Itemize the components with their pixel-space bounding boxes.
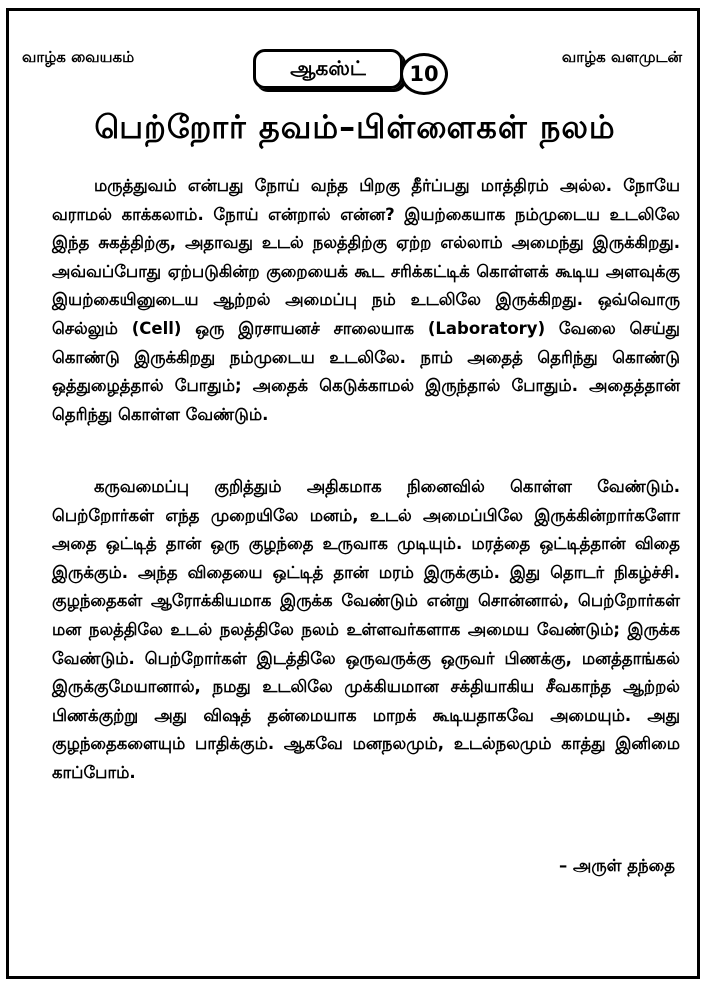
- paragraph-1: மருத்துவம் என்பது நோய் வந்த பிறகு தீர்ப்பது மாத்திரம் அல்ல. நோயே வராமல் காக்கலாம். நோய் என்றால் என்ன? இயற்கையாக நம்முடைய உடலிலே இந்த சுகத்திற்கு, அதாவது உடல் நலத்திற்கு ஏற்ற எல்லாம் அமைந்து இருக்கிறது. அவ்வப்போது ஏற்படுகின்ற குறையைக் கூட சரிக்கட்டிக் கொள்ளக் கூடிய அளவுக்கு இயற்கையினுடைய ஆற்றல் அமைப்பு நம் உடலிலே இருக்கிறது. ஒவ்வொரு செல்லும் (Cell) ஒரு இரசாயனச் சாலையாக (Laboratory) வேலை செய்து கொண்டு இருக்கிறது நம்முடைய உடலிலே. நாம் அதைத் தெரிந்து கொண்டு ஒத்துழைத்தால் போதும்; அதைக் கெடுக்காமல் இருந்தால் போதும். அதைத்தான் தெரிந்து கொள்ள வேண்டும்.: [52, 176, 680, 424]
- signature: – அருள் தந்தை: [559, 856, 675, 875]
- header-right-motto: வாழ்க வளமுடன்: [561, 48, 682, 66]
- page-title: பெற்றோர் தவம்–பிள்ளைகள் நலம்: [94, 108, 616, 146]
- day-number-badge: [400, 53, 448, 95]
- paragraph-2: கருவமைப்பு குறித்தும் அதிகமாக நினைவில் கொள்ள வேண்டும். பெற்றோர்கள் எந்த முறையிலே மனம், உடல் அமைப்பிலே இருக்கின்றார்களோ அதை ஒட்டித் தான் ஒரு குழந்தை உருவாக முடியும். மரத்தை ஒட்டித்தான் விதை இருக்கும். அந்த விதையை ஒட்டித் தான் மரம் இருக்கும். இது தொடர் நிகழ்ச்சி. குழந்தைகள் ஆரோக்கியமாக இருக்க வேண்டும் என்று சொன்னால், பெற்றோர்கள் மன நலத்திலே உடல் நலத்திலே நலம் உள்ளவர்களாக அமைய வேண்டும்; இருக்க வேண்டும். பெற்றோர்கள் இடத்திலே ஒருவருக்கு ஒருவர் பிணக்கு, மனத்தாங்கல் இருக்குமேயானால், நமது உடலிலே முக்கியமான சக்தியாகிய சீவகாந்த ஆற்றல் பிணக்குற்று அது விஷத் தன்மையாக மாறக் கூடியதாகவே அமையும். அது குழந்தைகளையும் பாதிக்கும். ஆகவே மனநலமும், உடல்நலமும் காத்து இனிமை காப்போம்.: [52, 477, 680, 782]
- month-label: [253, 49, 403, 89]
- month-text: ஆகஸ்ட்: [290, 55, 366, 80]
- day-number-text: 10: [409, 62, 439, 86]
- header-left-motto: வாழ்க வையகம்: [22, 48, 135, 66]
